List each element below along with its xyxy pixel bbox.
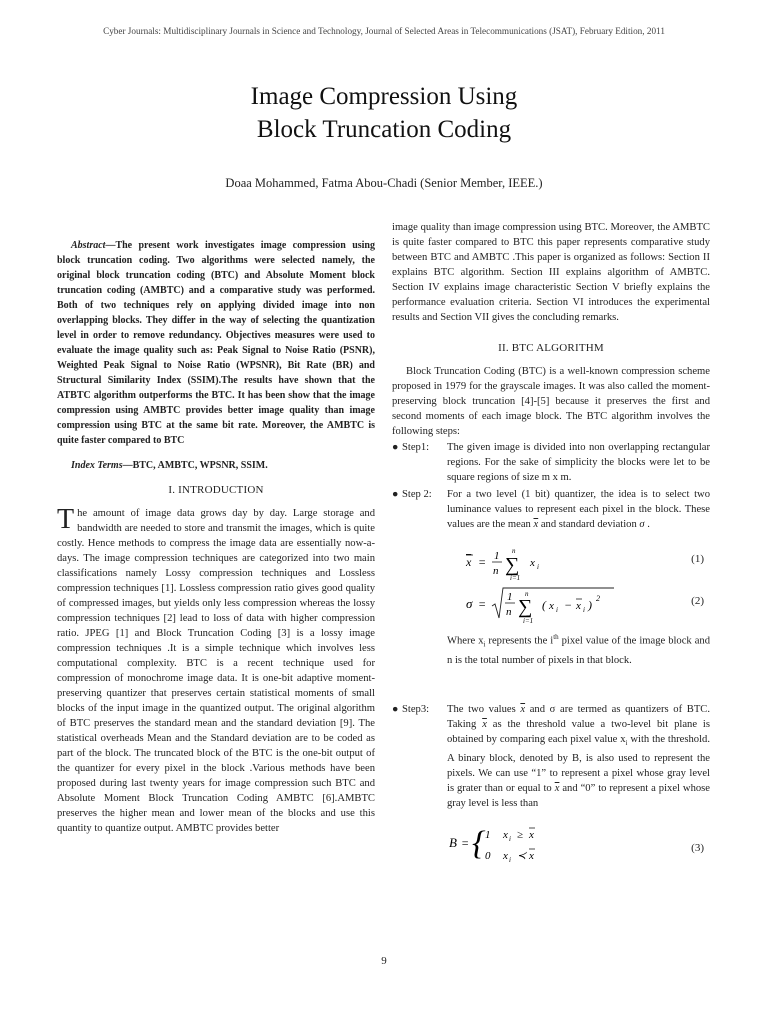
xbar-symbol: $\overline{x}$ [554, 782, 560, 794]
index-terms [57, 458, 375, 473]
subscript-i: i [625, 738, 628, 747]
paper-title [0, 80, 768, 146]
svg-text:i: i [556, 606, 558, 614]
svg-text:x: x [503, 849, 508, 862]
svg-text:1: 1 [507, 591, 513, 603]
bullet-icon: ● [392, 703, 399, 715]
step1-label: Step1: [402, 442, 430, 453]
abstract [57, 238, 375, 448]
equation-1-formula [464, 544, 594, 584]
step3-text-c: as the threshold value a two-level bit plane is obtained by comparing each pixel value x [447, 718, 710, 745]
where-text-b: represents the i [488, 635, 554, 647]
equation-3 [392, 819, 710, 863]
running-header: Cyber Journals: Multidisciplinary Journals in Science and Technology, Journal of Selected Areas in Telecommunications (JSAT), February Edition, 2011 [103, 26, 665, 36]
step2-text-a: For a two level (1 bit) quantizer, the idea is to select two luminance values to represent each pixel in the block. These values are the mean [447, 489, 710, 530]
svg-text:2: 2 [596, 594, 600, 603]
step3-text-a: The two values [447, 703, 516, 715]
index-terms-lead: Index Terms [71, 460, 123, 471]
svg-text:n: n [506, 606, 512, 618]
step3-text-e: and “0” to represent a pixel whose gray level is less than [447, 782, 711, 809]
xbar-symbol: $\overline{x}$ [520, 703, 526, 715]
svg-text:x: x [530, 557, 535, 569]
step1-text: The given image is divided into non overlapping rectangular regions. For the sake of simplicity the blocks were let to be square regions of size m x m. [447, 442, 710, 483]
btc-intro-paragraph: Block Truncation Coding (BTC) is a well-known compression scheme proposed in 1979 for the grayscale images. It was also called the moment-preserving block truncation [4]-[5] because it preserves the first and second moments of each image block. The BTC algorithm involves the following steps: [392, 366, 710, 437]
svg-text:≥: ≥ [517, 828, 524, 841]
svg-text:x: x [529, 849, 534, 862]
svg-text:(: ( [542, 598, 546, 612]
svg-text:n: n [525, 590, 529, 598]
svg-text:i: i [537, 563, 539, 571]
step2-label: Step 2: [402, 489, 432, 500]
svg-text:n: n [493, 565, 499, 577]
svg-text:=: = [478, 555, 487, 569]
equation-2 [392, 582, 710, 624]
svg-text:i=1: i=1 [510, 574, 521, 582]
right-column [392, 220, 710, 863]
svg-text:x: x [466, 555, 472, 569]
section-heading-btc: II. BTC ALGORITHM [498, 342, 604, 354]
introduction-text: he amount of image data grows day by day. Large storage and bandwidth are needed to store and transmit the images, which is quite costly. Hence methods to compress the image data are essentially now-a-days. The image compression techniques are categorized into two main classifications namely Lossy compression techniques and Lossless compression techniques [1]. Lossless compression ratio gives good quality of compressed images, but yields only less compression whereas the lossy compression techniques [2] lead to loss of data with higher compression ratio. JPEG [1] and Block Truncation Coding [3] is a lossy image compression techniques .It is a simple technique which involves less computational complexity. BTC is a recent technique used for compression of monochrome image data. It is one-bit adaptive moment-preserving quantizer that preserves certain statistical moments of small blocks of the input image in the quantized output. The original algorithm of BTC preserves the standard mean and the standard deviation [9]. The statistical overheads Mean and the Standard deviation are to be coded as part of the block. The truncated block of the BTC is the one-bit output of the quantizer for every pixel in the block .Various methods have been proposed during last twenty years for image compression such BTC and Absolute Moment Block Truncation Coding AMBTC [6].AMBTC preserves the higher mean and lower mean of the blocks and use this quantity to quantize output. AMBTC provides better [57, 508, 375, 834]
svg-text:i=1: i=1 [523, 617, 534, 625]
title-line-1: Image Compression Using [250, 83, 518, 110]
svg-text:x: x [529, 828, 534, 841]
authors: Doaa Mohammed, Fatma Abou-Chadi (Senior Member, IEEE.) [225, 176, 543, 190]
svg-text:−: − [564, 598, 573, 612]
page-number: 9 [381, 955, 387, 967]
equation-1-number: (1) [691, 553, 704, 565]
svg-text:≺: ≺ [517, 849, 527, 862]
equation-1 [392, 542, 710, 582]
svg-text:∑: ∑ [505, 554, 520, 576]
svg-text:i: i [509, 855, 511, 864]
svg-text:): ) [588, 598, 592, 612]
xbar-symbol: $\overline{x}$ [482, 718, 487, 730]
bullet-icon: ● [392, 489, 399, 500]
abstract-lead: Abstract [71, 240, 106, 251]
xbar-symbol: $\overline{x}$ [533, 519, 539, 530]
step2: ● Step 2: For a two level (1 bit) quantizer, the idea is to select two luminance values to represent each pixel in the block. These values are the mean $\overline{x}$ and standard deviation σ . [392, 489, 710, 530]
subscript-i: i [483, 640, 486, 649]
continuation-paragraph: image quality than image compression using BTC. Moreover, the AMBTC is quite faster compared to BTC this paper represents comparative study between BTC and AMBTC .This paper is organized as follows: Section II explains BTC algorithm. Section III explains algorithm of AMBTC. Section IV explains image characteristic Section V briefly explains the performance evaluation criteria. Section VI introduces the experimental results and Section VII gives the concluding remarks. [392, 222, 710, 323]
svg-text:x: x [503, 828, 508, 841]
dropcap: T [57, 504, 75, 535]
svg-text:n: n [512, 547, 516, 555]
where-paragraph [392, 630, 710, 668]
svg-text:1: 1 [494, 550, 500, 562]
equation-2-number: (2) [691, 595, 704, 607]
svg-text:x: x [549, 600, 554, 612]
equation-2-formula [464, 584, 634, 626]
step3 [392, 702, 710, 811]
step3-text-d: with the threshold. A binary block, denoted by B, is also used to represent the pixels. We can use “1” to represent a pixel whose gray level is grater than or equal to [447, 733, 710, 794]
svg-text:1: 1 [485, 828, 491, 841]
step2-text-b: and standard deviation [540, 519, 637, 530]
abstract-text: —The present work investigates image compression using block truncation coding. Two algorithms were selected namely, the original block truncation coding (BTC) and Absolute Moment block truncation coding (AMBTC) and a comparative study was performed. Both of two techniques rely on applying divided image into non overlapping blocks. They differ in the way of selecting the quantization level in order to remove redundancy. Objectives measures were used to evaluate the image quality such as: Peak Signal to Noise Ratio (PSNR), Weighted Peak Signal to Noise Ratio (WPSNR), Bit Rate (BR) and Structural Similarity Index (SSIM).The results have shown that the ATBTC algorithm outperforms the BTC. It has been show that the image compression using AMBTC provides better image quality than image compression using BTC at the same bit rate. Moreover, the AMBTC is quite faster compared to BTC [57, 240, 375, 446]
step1 [392, 440, 710, 485]
index-terms-text: —BTC, AMBTC, WPSNR, SSIM. [122, 460, 268, 471]
equation-3-number: (3) [691, 841, 704, 854]
introduction-paragraph [57, 506, 375, 836]
svg-text:i: i [583, 606, 585, 614]
title-line-2: Block Truncation Coding [256, 116, 512, 143]
svg-text:=: = [461, 835, 470, 850]
svg-text:i: i [509, 834, 511, 843]
svg-text:σ: σ [466, 596, 473, 611]
svg-text:∑: ∑ [518, 596, 533, 618]
svg-text:0: 0 [485, 849, 491, 862]
svg-text:=: = [478, 597, 487, 611]
equation-3-formula [447, 821, 567, 865]
superscript-th: th [553, 633, 559, 641]
step3-text-b: and σ are termed as quantizers of BTC. Taking [447, 703, 711, 730]
where-text-c: pixel value of the image block and n is the total number of pixels in that block. [447, 635, 710, 666]
step3-label: Step3: [402, 703, 430, 715]
section-heading-introduction: I. INTRODUCTION [168, 484, 264, 496]
svg-text:x: x [576, 600, 581, 612]
where-text-a: Where x [447, 635, 484, 647]
svg-text:B: B [449, 834, 457, 850]
left-column [57, 238, 375, 836]
bullet-icon: ● [392, 442, 399, 453]
sigma-symbol: σ [639, 519, 645, 530]
svg-text:{: { [472, 824, 486, 862]
